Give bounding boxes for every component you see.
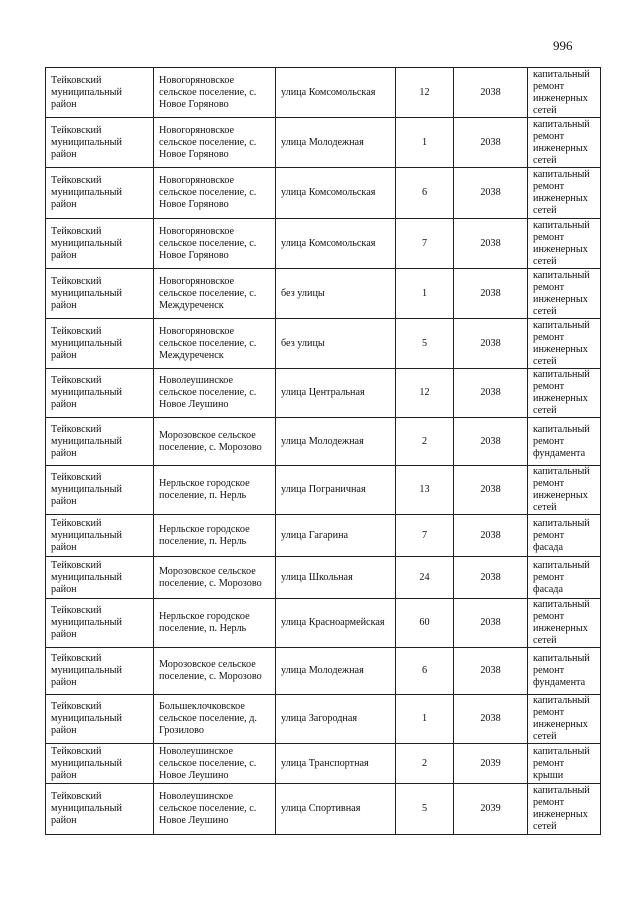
street-cell: улица Молодежная [276,118,396,168]
year-cell: 2039 [454,744,528,784]
house-number-cell: 2 [396,418,454,466]
year-cell: 2038 [454,466,528,515]
street-cell: без улицы [276,269,396,319]
table-row [46,515,601,557]
settlement-cell: Новогоряновское сельское поселение, с. Междуреченск [154,269,276,319]
year-cell: 2038 [454,319,528,369]
year-cell: 2038 [454,695,528,744]
district-cell: Тейковский муниципальный район [46,695,154,744]
settlement-cell: Морозовское сельское поселение, с. Морозово [154,648,276,695]
street-cell: улица Красноармейская [276,599,396,648]
table-row [46,599,601,648]
year-cell: 2038 [454,599,528,648]
table-row [46,68,601,118]
work-type-cell: капитальный ремонт инженерных сетей [528,784,601,835]
table-row [46,695,601,744]
district-cell: Тейковский муниципальный район [46,599,154,648]
repair-schedule-table [45,67,601,835]
work-type-cell: капитальный ремонт фундамента [528,418,601,466]
settlement-cell: Новогоряновское сельское поселение, с. Новое Горяново [154,118,276,168]
street-cell: без улицы [276,319,396,369]
page-number: 996 [553,38,573,53]
street-cell: улица Центральная [276,369,396,418]
work-type-cell: капитальный ремонт инженерных сетей [528,599,601,648]
district-cell: Тейковский муниципальный район [46,118,154,168]
year-cell: 2038 [454,168,528,219]
district-cell: Тейковский муниципальный район [46,648,154,695]
street-cell: улица Молодежная [276,418,396,466]
settlement-cell: Большеклочковское сельское поселение, д. Грозилово [154,695,276,744]
street-cell: улица Комсомольская [276,219,396,269]
district-cell: Тейковский муниципальный район [46,418,154,466]
table-row [46,466,601,515]
year-cell: 2038 [454,269,528,319]
house-number-cell: 60 [396,599,454,648]
district-cell: Тейковский муниципальный район [46,466,154,515]
table-row [46,269,601,319]
settlement-cell: Новогоряновское сельское поселение, с. Новое Горяново [154,168,276,219]
house-number-cell: 2 [396,744,454,784]
work-type-cell: капитальный ремонт крыши [528,744,601,784]
work-type-cell: капитальный ремонт инженерных сетей [528,269,601,319]
table-row [46,784,601,835]
street-cell: улица Загородная [276,695,396,744]
table-row [46,744,601,784]
house-number-cell: 6 [396,168,454,219]
work-type-cell: капитальный ремонт фасада [528,515,601,557]
district-cell: Тейковский муниципальный район [46,784,154,835]
settlement-cell: Нерльское городское поселение, п. Нерль [154,515,276,557]
table-row [46,118,601,168]
district-cell: Тейковский муниципальный район [46,219,154,269]
house-number-cell: 12 [396,369,454,418]
house-number-cell: 5 [396,319,454,369]
district-cell: Тейковский муниципальный район [46,269,154,319]
district-cell: Тейковский муниципальный район [46,168,154,219]
year-cell: 2038 [454,418,528,466]
settlement-cell: Морозовское сельское поселение, с. Морозово [154,557,276,599]
district-cell: Тейковский муниципальный район [46,557,154,599]
settlement-cell: Новолеушинское сельское поселение, с. Новое Леушино [154,369,276,418]
year-cell: 2038 [454,648,528,695]
district-cell: Тейковский муниципальный район [46,369,154,418]
year-cell: 2039 [454,784,528,835]
house-number-cell: 1 [396,695,454,744]
settlement-cell: Нерльское городское поселение, п. Нерль [154,599,276,648]
street-cell: улица Гагарина [276,515,396,557]
settlement-cell: Новогоряновское сельское поселение, с. Междуреченск [154,319,276,369]
house-number-cell: 6 [396,648,454,695]
table-row [46,219,601,269]
year-cell: 2038 [454,515,528,557]
house-number-cell: 7 [396,219,454,269]
work-type-cell: капитальный ремонт инженерных сетей [528,369,601,418]
house-number-cell: 1 [396,269,454,319]
house-number-cell: 5 [396,784,454,835]
table-row [46,168,601,219]
street-cell: улица Школьная [276,557,396,599]
work-type-cell: капитальный ремонт фасада [528,557,601,599]
work-type-cell: капитальный ремонт инженерных сетей [528,219,601,269]
settlement-cell: Новогоряновское сельское поселение, с. Новое Горяново [154,68,276,118]
settlement-cell: Новолеушинское сельское поселение, с. Новое Леушино [154,784,276,835]
street-cell: улица Молодежная [276,648,396,695]
street-cell: улица Комсомольская [276,168,396,219]
work-type-cell: капитальный ремонт фундамента [528,648,601,695]
settlement-cell: Новогоряновское сельское поселение, с. Новое Горяново [154,219,276,269]
house-number-cell: 13 [396,466,454,515]
district-cell: Тейковский муниципальный район [46,319,154,369]
district-cell: Тейковский муниципальный район [46,744,154,784]
work-type-cell: капитальный ремонт инженерных сетей [528,68,601,118]
year-cell: 2038 [454,557,528,599]
year-cell: 2038 [454,219,528,269]
table-row [46,648,601,695]
settlement-cell: Нерльское городское поселение, п. Нерль [154,466,276,515]
table-row [46,557,601,599]
house-number-cell: 12 [396,68,454,118]
house-number-cell: 7 [396,515,454,557]
year-cell: 2038 [454,118,528,168]
work-type-cell: капитальный ремонт инженерных сетей [528,118,601,168]
settlement-cell: Морозовское сельское поселение, с. Морозово [154,418,276,466]
year-cell: 2038 [454,369,528,418]
work-type-cell: капитальный ремонт инженерных сетей [528,168,601,219]
street-cell: улица Спортивная [276,784,396,835]
street-cell: улица Транспортная [276,744,396,784]
district-cell: Тейковский муниципальный район [46,68,154,118]
street-cell: улица Комсомольская [276,68,396,118]
house-number-cell: 24 [396,557,454,599]
table-body [46,68,601,835]
district-cell: Тейковский муниципальный район [46,515,154,557]
house-number-cell: 1 [396,118,454,168]
table-row [46,369,601,418]
table-row [46,319,601,369]
table-row [46,418,601,466]
work-type-cell: капитальный ремонт инженерных сетей [528,695,601,744]
work-type-cell: капитальный ремонт инженерных сетей [528,319,601,369]
settlement-cell: Новолеушинское сельское поселение, с. Новое Леушино [154,744,276,784]
work-type-cell: капитальный ремонт инженерных сетей [528,466,601,515]
year-cell: 2038 [454,68,528,118]
street-cell: улица Пограничная [276,466,396,515]
